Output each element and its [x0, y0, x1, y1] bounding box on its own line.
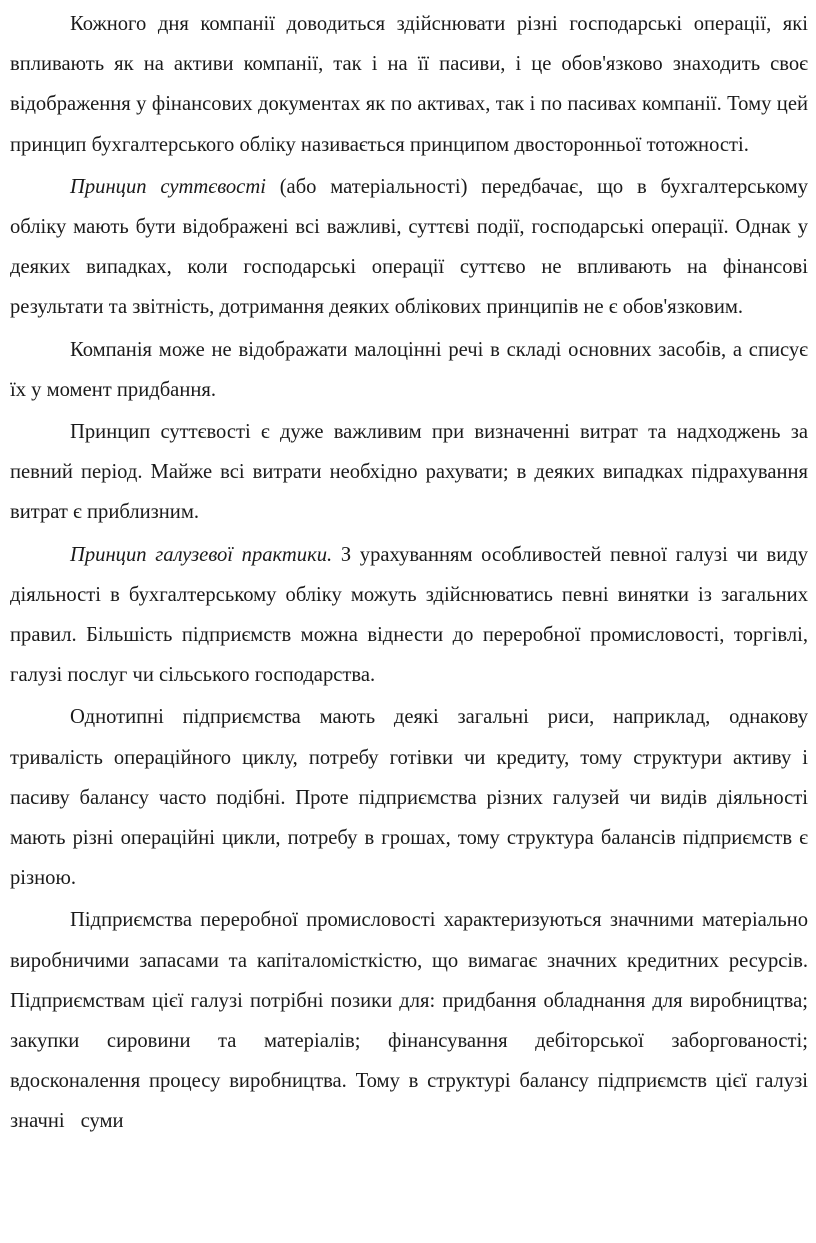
paragraph-tail-word: суми [80, 1110, 124, 1133]
paragraph-text: Кожного дня компанії доводиться здійснювати різні господарські операції, які впливають як на активи компанії, так і на її пасиви, і це обов'язково знаходить своє відображення у фінансових документах як по активах, так і по пасивах компанії. Тому цей принцип бухгалтерського обліку називається принципом двосторонньої тотожності. [10, 13, 808, 156]
principle-term: Принцип суттєвості [70, 175, 266, 198]
paragraph-manufacturing-enterprises [10, 900, 808, 1141]
paragraph-text: Компанія може не відображати малоцінні речі в складі основних засобів, а списує їх у момент придбання. [10, 338, 808, 401]
paragraph-text: Підприємства переробної промисловості характеризуються значними матеріально виробничими запасами та капіталомісткістю, що вимагає значних кредитних ресурсів. Підприємствам цієї галузі потрібні позики для: придбання обладнання для виробництва; закупки сировини та матеріалів; фінансування дебіторської заборгованості; вдосконалення процесу виробництва. Тому в структурі балансу підприємств цієї галузі значні [10, 909, 808, 1133]
paragraph-expense-estimation [10, 412, 808, 533]
paragraph-text: З урахуванням особливостей певної галузі чи виду діяльності в бухгалтерському обліку можуть здійснюватись певні винятки із загальних правил. Більшість підприємств можна віднести до переробної промисловості, торгівлі, галузі послуг чи сільського господарства. [10, 543, 809, 687]
paragraph-low-value-items [10, 330, 808, 410]
paragraph-text: (або матеріальності) передбачає, що в бухгалтерському обліку мають бути відображені всі важливі, суттєві події, господарські операції. Однак у деяких випадках, коли господарські операції суттєво не впливають на фінансові результати та звітність, дотримання деяких облікових принципів не є обов'язковим. [10, 175, 808, 319]
paragraph-industry-practice-principle [10, 535, 808, 696]
paragraph-similar-enterprises [10, 697, 808, 898]
principle-term: Принцип галузевої практики. [70, 543, 333, 566]
paragraph-materiality-principle [10, 167, 808, 328]
paragraph-text: Принцип суттєвості є дуже важливим при визначенні витрат та надходжень за певний період. Майже всі витрати необхідно рахувати; в деяких випадках підрахування витрат є приблизним. [10, 421, 808, 524]
paragraph-text: Однотипні підприємства мають деякі загальні риси, наприклад, однакову тривалість операційного циклу, потребу готівки чи кредиту, тому структури активу і пасиву балансу часто подібні. Проте підприємства різних галузей чи видів діяльності мають різні операційні цикли, потребу в грошах, тому структура балансів підприємств є різною. [10, 706, 808, 890]
paragraph-double-entry-principle [10, 4, 808, 165]
